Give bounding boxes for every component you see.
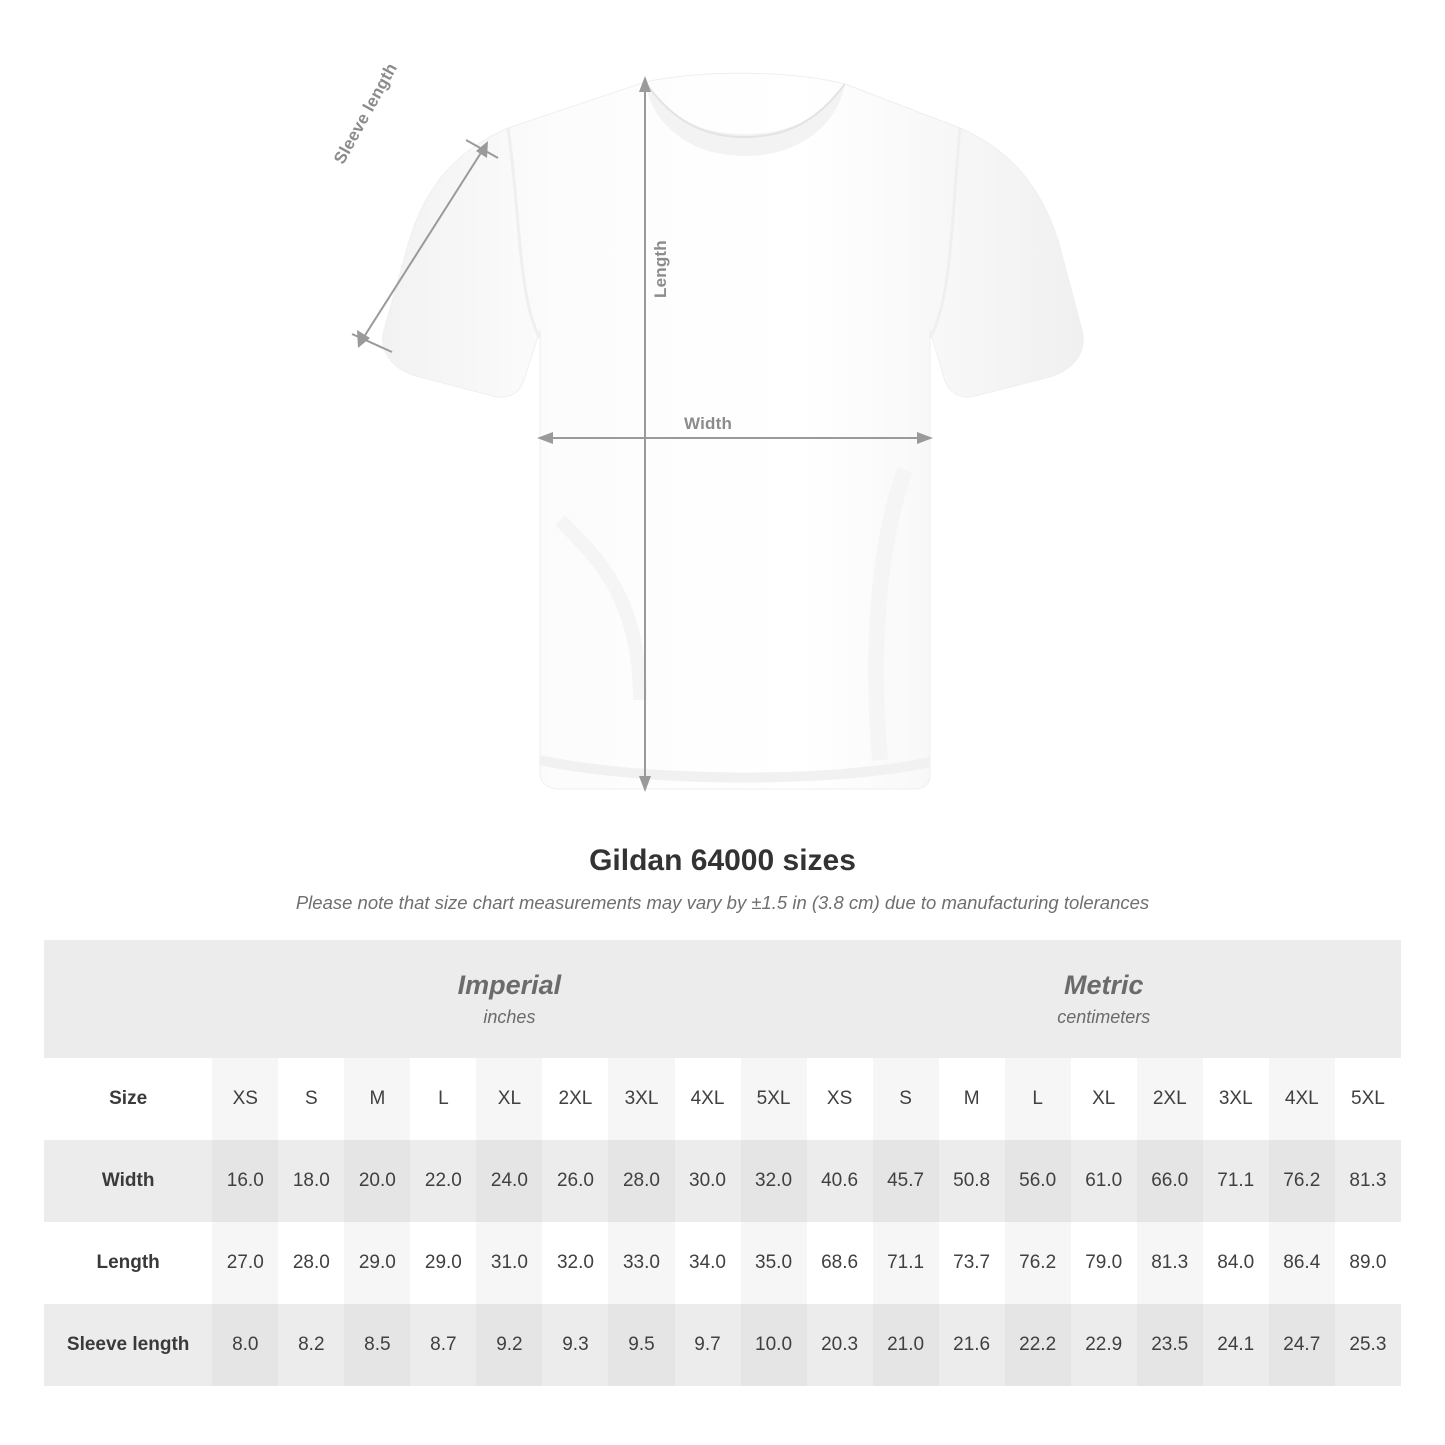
sleeve-col-8: 10.0 — [741, 1304, 807, 1386]
length-col-3: 29.0 — [410, 1222, 476, 1304]
width-col-11: 50.8 — [939, 1140, 1005, 1222]
table-row-width — [44, 1140, 1401, 1222]
length-col-11: 73.7 — [939, 1222, 1005, 1304]
sleeve-col-5: 9.3 — [542, 1304, 608, 1386]
table-row-size — [44, 1058, 1401, 1140]
sleeve-col-9: 20.3 — [807, 1304, 873, 1386]
row-header-sleeve-length: Sleeve length — [44, 1304, 212, 1386]
sleeve-col-11: 21.6 — [939, 1304, 1005, 1386]
sleeve-col-0: 8.0 — [212, 1304, 278, 1386]
length-col-13: 79.0 — [1071, 1222, 1137, 1304]
width-col-16: 76.2 — [1269, 1140, 1335, 1222]
sleeve-col-15: 24.1 — [1203, 1304, 1269, 1386]
sleeve-col-14: 23.5 — [1137, 1304, 1203, 1386]
size-col-12: L — [1005, 1058, 1071, 1140]
width-col-3: 22.0 — [410, 1140, 476, 1222]
size-col-10: S — [873, 1058, 939, 1140]
unit-header-spacer — [44, 940, 212, 1058]
table-row-sleeve-length — [44, 1304, 1401, 1386]
tolerance-note: Please note that size chart measurements may vary by ±1.5 in (3.8 cm) due to manufacturing tolerances — [295, 892, 1150, 913]
title-block — [0, 844, 1445, 914]
size-col-4: XL — [476, 1058, 542, 1140]
sleeve-col-16: 24.7 — [1269, 1304, 1335, 1386]
table-row-length — [44, 1222, 1401, 1304]
length-col-10: 71.1 — [873, 1222, 939, 1304]
size-col-17: 5XL — [1335, 1058, 1401, 1140]
length-col-1: 28.0 — [278, 1222, 344, 1304]
size-col-13: XL — [1071, 1058, 1137, 1140]
sleeve-col-6: 9.5 — [608, 1304, 674, 1386]
size-col-0: XS — [212, 1058, 278, 1140]
unit-metric-name: Metric — [1064, 969, 1144, 1000]
unit-metric-sub: centimeters — [1057, 1007, 1151, 1028]
size-col-6: 3XL — [608, 1058, 674, 1140]
length-col-9: 68.6 — [807, 1222, 873, 1304]
page-title: Gildan 64000 sizes — [589, 844, 856, 877]
length-col-2: 29.0 — [344, 1222, 410, 1304]
width-col-0: 16.0 — [212, 1140, 278, 1222]
length-label: Length — [651, 240, 670, 298]
width-col-6: 28.0 — [608, 1140, 674, 1222]
size-col-7: 4XL — [675, 1058, 741, 1140]
size-col-3: L — [410, 1058, 476, 1140]
sleeve-col-7: 9.7 — [675, 1304, 741, 1386]
row-header-length: Length — [44, 1222, 212, 1304]
unit-imperial-sub: inches — [483, 1007, 536, 1028]
sleeve-col-12: 22.2 — [1005, 1304, 1071, 1386]
width-col-9: 40.6 — [807, 1140, 873, 1222]
size-col-14: 2XL — [1137, 1058, 1203, 1140]
sleeve-col-10: 21.0 — [873, 1304, 939, 1386]
width-col-5: 26.0 — [542, 1140, 608, 1222]
length-col-8: 35.0 — [741, 1222, 807, 1304]
width-col-7: 30.0 — [675, 1140, 741, 1222]
size-col-1: S — [278, 1058, 344, 1140]
length-col-0: 27.0 — [212, 1222, 278, 1304]
length-col-5: 32.0 — [542, 1222, 608, 1304]
length-col-17: 89.0 — [1335, 1222, 1401, 1304]
length-col-4: 31.0 — [476, 1222, 542, 1304]
unit-header-row — [44, 940, 1401, 1058]
size-col-8: 5XL — [741, 1058, 807, 1140]
width-col-12: 56.0 — [1005, 1140, 1071, 1222]
length-col-15: 84.0 — [1203, 1222, 1269, 1304]
width-col-15: 71.1 — [1203, 1140, 1269, 1222]
unit-header-imperial — [212, 940, 806, 1058]
width-col-1: 18.0 — [278, 1140, 344, 1222]
sleeve-col-2: 8.5 — [344, 1304, 410, 1386]
sleeve-col-3: 8.7 — [410, 1304, 476, 1386]
width-label: Width — [684, 414, 733, 433]
unit-imperial-name: Imperial — [457, 969, 562, 1000]
size-col-15: 3XL — [1203, 1058, 1269, 1140]
width-col-13: 61.0 — [1071, 1140, 1137, 1222]
unit-header-metric — [807, 940, 1401, 1058]
sleeve-col-1: 8.2 — [278, 1304, 344, 1386]
length-col-16: 86.4 — [1269, 1222, 1335, 1304]
width-col-17: 81.3 — [1335, 1140, 1401, 1222]
size-col-16: 4XL — [1269, 1058, 1335, 1140]
width-col-8: 32.0 — [741, 1140, 807, 1222]
sleeve-length-label: Sleeve length — [330, 59, 402, 168]
width-col-4: 24.0 — [476, 1140, 542, 1222]
size-col-11: M — [939, 1058, 1005, 1140]
row-header-size: Size — [44, 1058, 212, 1140]
size-col-2: M — [344, 1058, 410, 1140]
size-table — [44, 940, 1401, 1386]
size-col-9: XS — [807, 1058, 873, 1140]
length-col-14: 81.3 — [1137, 1222, 1203, 1304]
sleeve-col-13: 22.9 — [1071, 1304, 1137, 1386]
length-col-7: 34.0 — [675, 1222, 741, 1304]
width-col-14: 66.0 — [1137, 1140, 1203, 1222]
sleeve-col-4: 9.2 — [476, 1304, 542, 1386]
row-header-width: Width — [44, 1140, 212, 1222]
width-col-2: 20.0 — [344, 1140, 410, 1222]
length-col-12: 76.2 — [1005, 1222, 1071, 1304]
size-col-5: 2XL — [542, 1058, 608, 1140]
sleeve-col-17: 25.3 — [1335, 1304, 1401, 1386]
width-col-10: 45.7 — [873, 1140, 939, 1222]
size-table-wrapper — [0, 940, 1445, 1386]
length-col-6: 33.0 — [608, 1222, 674, 1304]
